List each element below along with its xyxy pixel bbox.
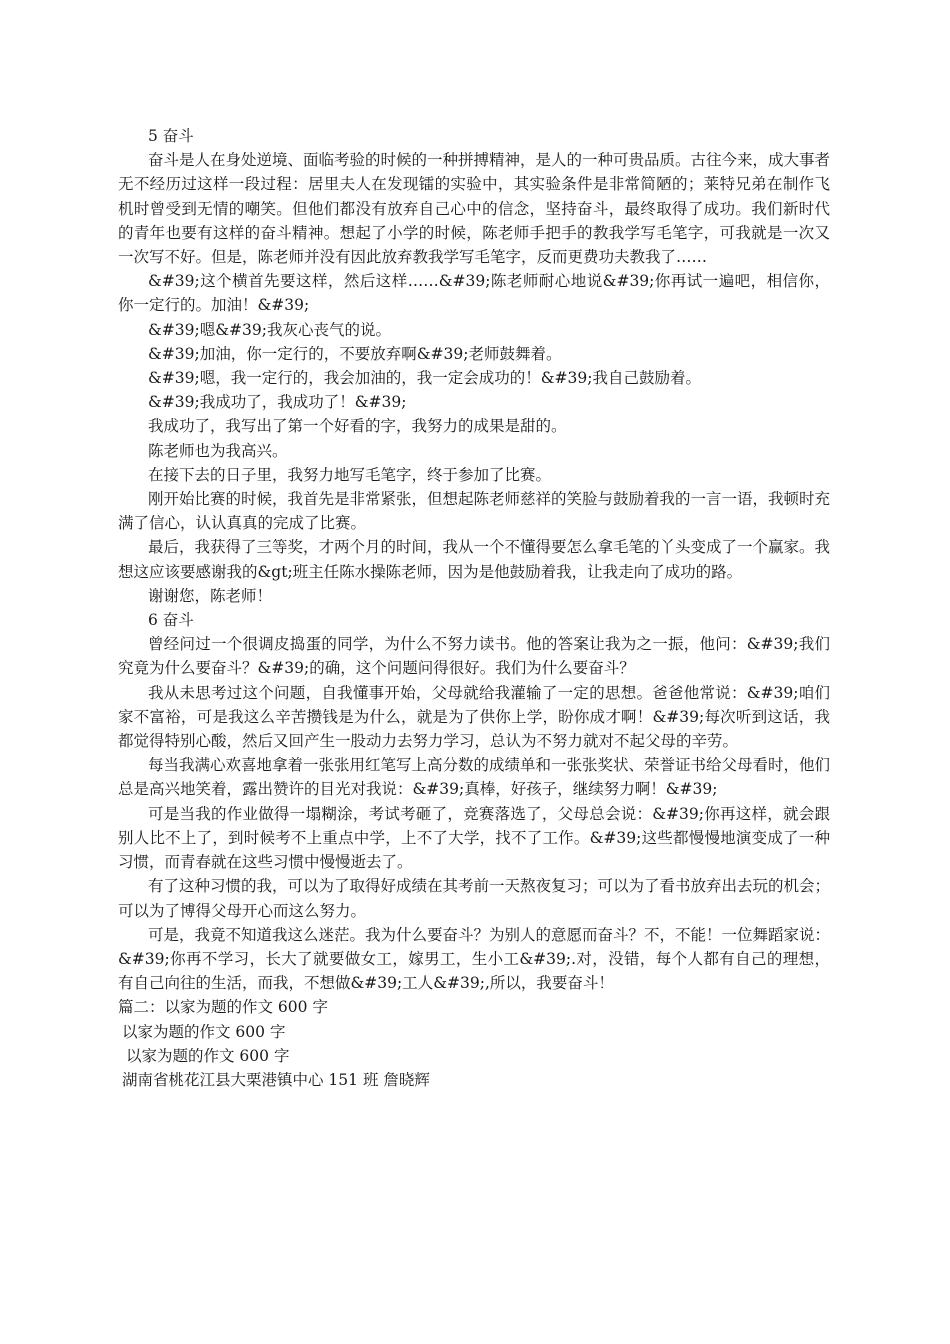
paragraph: 在接下去的日子里，我努力地写毛笔字，终于参加了比赛。 (148, 465, 552, 484)
chapter-title: 篇二：以家为题的作文 600 字 (118, 998, 328, 1017)
paragraph: &#39;嗯&#39;我灰心丧气的说。 (148, 320, 391, 339)
section-heading-6: 6 奋斗 (148, 611, 194, 630)
paragraph: 可是当我的作业做得一塌糊涂，考试考砸了，竞赛落选了，父母总会说：&#39;你再这样，就会跟别人比不上了，到时候考不上重点中学，上不了大学，找不了工作。&#39;这些都慢慢地演变成了一种习惯，而青春就在这些习惯中慢慢逝去了。 (118, 804, 830, 872)
paragraph: &#39;我成功了，我成功了！&#39; (148, 393, 407, 412)
paragraph: &#39;加油，你一定行的，不要放弃啊&#39;老师鼓舞着。 (148, 344, 562, 363)
document-page (118, 124, 830, 1092)
subtitle: 以家为题的作文 600 字 (122, 1022, 286, 1041)
paragraph: 可是，我竟不知道我这么迷茫。我为什么要奋斗？为别人的意愿而奋斗？不，不能！一位舞蹈家说：&#39;你再不学习，长大了就要做女工，嫁男工，生小工&#39;.对，没错，每个人都有自己的理想，有自己向往的生活，而我，不想做&#39;工人&#39;,所以，我要奋斗！ (118, 925, 831, 993)
author-line: 湖南省桃花江县大栗港镇中心 151 班 詹晓辉 (122, 1070, 430, 1089)
paragraph: &#39;这个横首先要这样，然后这样……&#39;陈老师耐心地说&#39;你再试一遍吧，相信你，你一定行的。加油！&#39; (118, 272, 830, 315)
paragraph: 曾经问过一个很调皮捣蛋的同学，为什么不努力读书。他的答案让我为之一振，他问：&#39;我们究竟为什么要奋斗？&#39;的确，这个问题问得很好。我们为什么要奋斗？ (118, 635, 830, 678)
paragraph: 我从未思考过这个问题，自我懂事开始，父母就给我灌输了一定的思想。爸爸他常说：&#39;咱们家不富裕，可是我这么辛苦攒钱是为什么，就是为了供你上学，盼你成才啊！&#39;每次听到这话，我都觉得特别心酸，然后又回产生一股动力去努力学习，总认为不努力就对不起父母的辛劳。 (118, 683, 830, 751)
paragraph: 每当我满心欢喜地拿着一张张用红笔写上高分数的成绩单和一张张奖状、荣誉证书给父母看时，他们总是高兴地笑着，露出赞许的目光对我说：&#39;真棒，好孩子，继续努力啊！&#39; (118, 756, 831, 799)
paragraph: 奋斗是人在身处逆境、面临考验的时候的一种拼搏精神，是人的一种可贵品质。古往今来，成大事者无不经历过这样一段过程：居里夫人在发现镭的实验中，其实验条件是非常简陋的；莱特兄弟在制作飞机时曾受到无情的嘲笑。但他们都没有放弃自己心中的信念，坚持奋斗，最终取得了成功。我们新时代的青年也要有这样的奋斗精神。想起了小学的时候，陈老师手把手的教我学写毛笔字，可我就是一次又一次写不好。但是，陈老师并没有因此放弃教我学写毛笔字，反而更费功夫教我了…… (118, 151, 831, 267)
paragraph: 有了这种习惯的我，可以为了取得好成绩在其考前一天熬夜复习；可以为了看书放弃出去玩的机会；可以为了博得父母开心而这么努力。 (118, 877, 831, 920)
paragraph: 谢谢您，陈老师！ (148, 586, 273, 605)
paragraph: &#39;嗯，我一定行的，我会加油的，我一定会成功的！&#39;我自己鼓励着。 (148, 369, 701, 388)
paragraph: 陈老师也为我高兴。 (148, 441, 288, 460)
subtitle: 以家为题的作文 600 字 (126, 1046, 290, 1065)
section-heading-5: 5 奋斗 (148, 127, 194, 145)
paragraph: 我成功了，我写出了第一个好看的字，我努力的成果是甜的。 (148, 417, 567, 436)
paragraph: 最后，我获得了三等奖，才两个月的时间，我从一个不懂得要怎么拿毛笔的丫头变成了一个赢家。我想这应该要感谢我的&gt;班主任陈水操陈老师，因为是他鼓励着我，让我走向了成功的路。 (118, 538, 831, 581)
paragraph: 刚开始比赛的时候，我首先是非常紧张，但想起陈老师慈祥的笑脸与鼓励着我的一言一语，我顿时充满了信心，认认真真的完成了比赛。 (118, 490, 831, 533)
